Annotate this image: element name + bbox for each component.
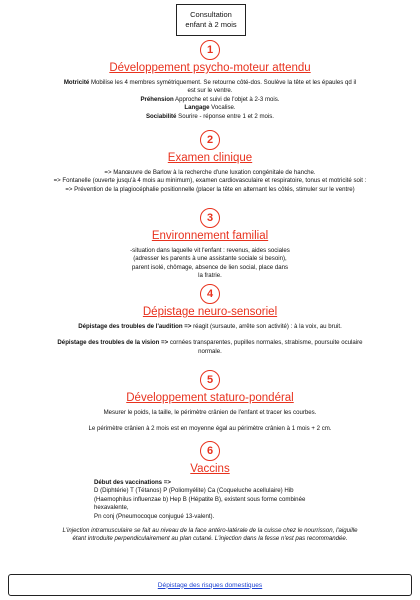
audition-text: réagit (sursaute, arrête son activité) : à la voix, au bruit. [191,323,342,330]
section-body [0,409,420,434]
vaccine-line: D (Diphtérie) T (Tétanos) P (Poliomyélite) Ca (Coqueluche acellulaire) Hib [94,487,294,495]
prehension-label: Préhension [140,95,174,103]
vision-text: cornées transparentes, pupilles normales, strabisme, poursuite oculaire [168,339,363,347]
section-heading: Vaccins [190,463,230,475]
section-number-badge: 6 [200,441,220,461]
footer-box [8,574,412,596]
consultation-title-line1: Consultation [190,10,232,19]
section-psychomotor [0,40,420,121]
section-vaccines [0,441,420,544]
section-body [0,479,420,544]
section-number-badge: 1 [200,40,220,60]
clinical-line: => Manœuvre de Barlow à la recherche d'une luxation congénitale de hanche. [104,169,316,176]
section-body [0,169,420,194]
injection-note-continued: étant introduite perpendiculairement au plan cutané. L'injection dans la fesse n'est pas recommandée. [72,535,348,543]
section-body [0,323,420,356]
sociabilite-text: Sourire - réponse entre 1 et 2 mois. [176,112,275,120]
section-number-badge: 2 [200,130,220,150]
section-clinical-exam [0,130,420,194]
section-heading: Développement psycho-moteur attendu [109,62,311,74]
domestic-risks-link[interactable]: Dépistage des risques domestiques [157,581,263,589]
vision-label: Dépistage des troubles de la vision => [57,339,169,347]
growth-line: Le périmètre crânien à 2 mois est en moyenne égal au périmètre crânien à 1 mois + 2 cm. [88,425,332,433]
family-line: -situation dans laquelle vit l'enfant : revenus, aides sociales [130,247,290,254]
sociabilite-label: Sociabilité [145,112,177,120]
motricite-text-continued: est sur le ventre. [187,87,233,95]
langage-text: Vocalise. [209,104,236,112]
motricite-label: Motricité [63,79,90,86]
section-heading: Environnement familial [151,230,269,242]
section-body [0,79,420,121]
section-heading: Développement staturo-pondéral [126,392,294,404]
injection-note: L'injection intramusculaire se fait au niveau de la face antéro-latérale de la cuisse chez le nourrisson, l'aiguille [62,527,358,535]
family-line: parent isolé, chômage, absence de lien social, place dans [131,263,289,271]
family-line: (adresser les parents à une assistante sociale si besoin), [133,255,287,263]
vaccine-block [94,479,326,521]
audition-label: Dépistage des troubles de l'audition => [78,323,192,330]
vaccine-line: hexavalente, [94,504,129,512]
clinical-line: => Fontanelle (ouverte jusqu'à 4 mois au minimum), examen cardiovasculaire et respiratoire, tonus et motricité soit : [53,177,367,185]
section-number-badge: 4 [200,284,220,304]
langage-label: Langage [184,104,210,112]
family-line: la fratrie. [198,272,222,280]
consultation-title-line2: enfant à 2 mois [185,20,237,29]
section-body [0,247,420,281]
section-number-badge: 3 [200,208,220,228]
section-heading: Dépistage neuro-sensoriel [142,306,278,318]
vaccine-label: Début des vaccinations => [94,479,171,486]
vaccine-line: (Haemophilus influenzae b) Hep B (Hépatite B), existent sous forme combinée [94,495,306,503]
section-family-environment [0,208,420,281]
prehension-text: Approche et suivi de l'objet à 2-3 mois. [173,95,280,103]
section-neuro-sensory [0,284,420,356]
motricite-text: Mobilise les 4 membres symétriquement. Se retourne côté-dos. Soulève la tête et les épaules qd il [89,79,357,86]
section-growth [0,370,420,434]
vision-text-continued: normale. [198,347,222,355]
growth-line: Mesurer le poids, la taille, le périmètre crânien de l'enfant et tracer les courbes. [103,409,317,416]
consultation-title-box [176,4,246,36]
section-heading: Examen clinique [167,152,253,164]
section-number-badge: 5 [200,370,220,390]
clinical-line: => Prévention de la plagiocéphalie positionnelle (placer la tête en alternant les côtés, stimuler sur le ventre) [65,185,355,193]
vaccine-line: Pn conj (Pneumocoque conjugué 13-valent). [94,512,215,520]
